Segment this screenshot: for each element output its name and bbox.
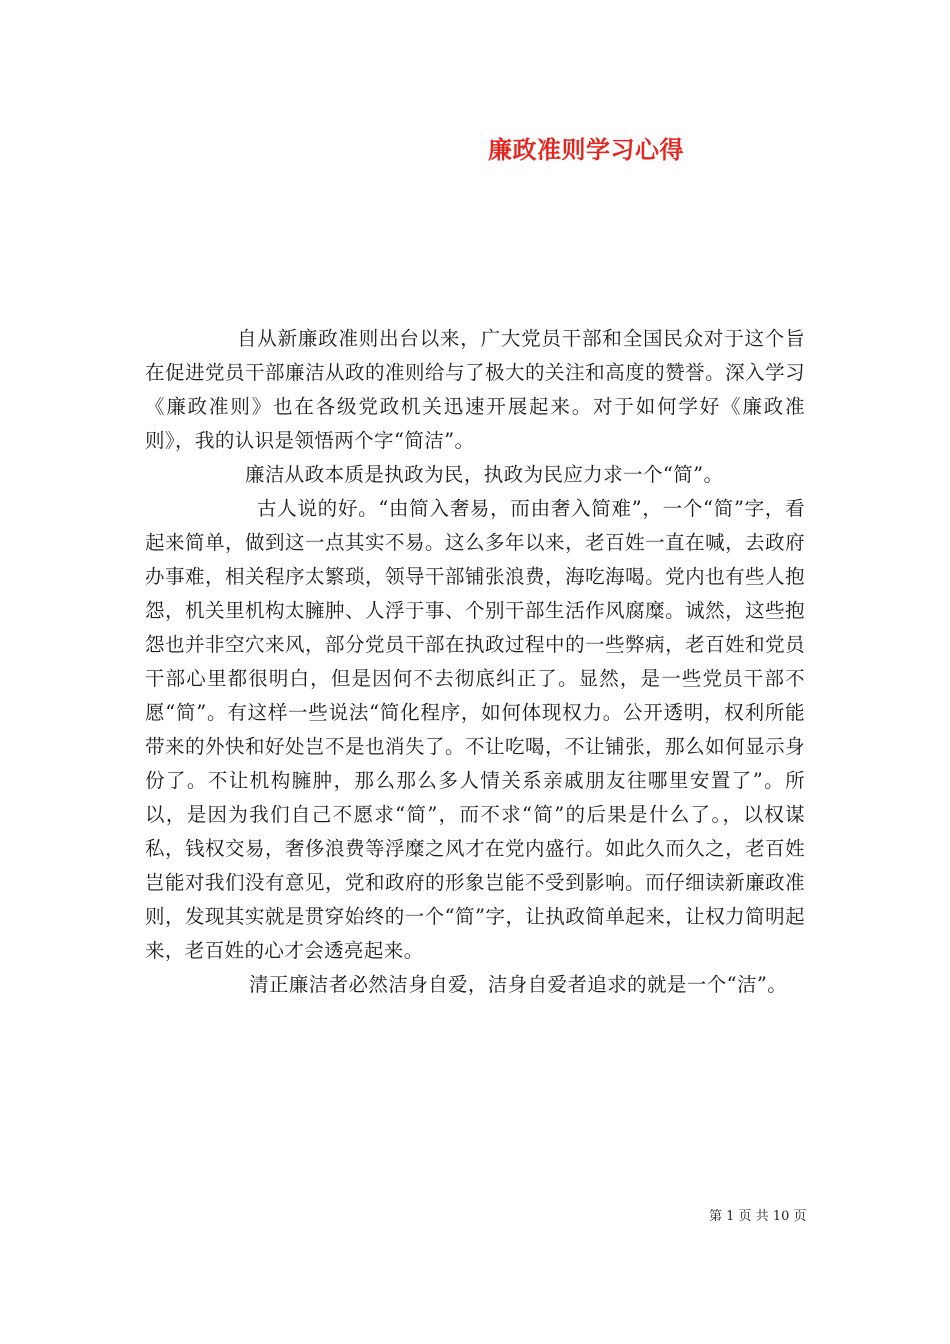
page-number: 第 1 页 共 10 页 xyxy=(709,1209,807,1224)
paragraph-simplicity-heading: 廉洁从政本质是执政为民，执政为民应力求一个“简”。 xyxy=(245,463,724,486)
paragraph-cleanliness-heading: 清正廉洁者必然洁身自爱，洁身自爱者追求的就是一个“洁”。 xyxy=(249,973,788,996)
document-body xyxy=(145,322,805,1002)
paragraph-simplicity-body: 古人说的好。“由简入奢易，而由奢入简难”，一个“简”字，看起来简单，做到这一点其实不易。这么多年以来，老百姓一直在喊，去政府办事难，相关程序太繁琐，领导干部铺张浪费，海吃海喝。党内也有些人抱怨，机关里机构太臃肿、人浮于事、个别干部生活作风腐糜。诚然，这些抱怨也并非空穴来风，部分党员干部在执政过程中的一些弊病，老百姓和党员干部心里都很明白，但是因何不去彻底纠正了。显然，是一些党员干部不愿“简”。有这样一些说法“简化程序，如何体现权力。公开透明，权利所能带来的外快和好处岂不是也消失了。不让吃喝，不让铺张，那么如何显示身份了。不让机构臃肿，那么那么多人情关系亲戚朋友往哪里安置了”。所以，是因为我们自己不愿求“简”，而不求“简”的后果是什么了。，以权谋私，钱权交易，奢侈浪费等浮糜之风才在党内盛行。如此久而久之，老百姓岂能对我们没有意见，党和政府的形象岂能不受到影响。而仔细读新廉政准则，发现其实就是贯穿始终的一个“简”字，让执政简单起来，让权力简明起来，老百姓的心才会透亮起来。 xyxy=(145,497,805,962)
document-title: 廉政准则学习心得 xyxy=(488,135,684,164)
paragraph-intro: 自从新廉政准则出台以来，广大党员干部和全国民众对于这个旨在促进党员干部廉洁从政的准则给与了极大的关注和高度的赞誉。深入学习《廉政准则》也在各级党政机关迅速开展起来。对于如何学好《廉政准则》，我的认识是领悟两个字“简洁”。 xyxy=(145,327,805,452)
